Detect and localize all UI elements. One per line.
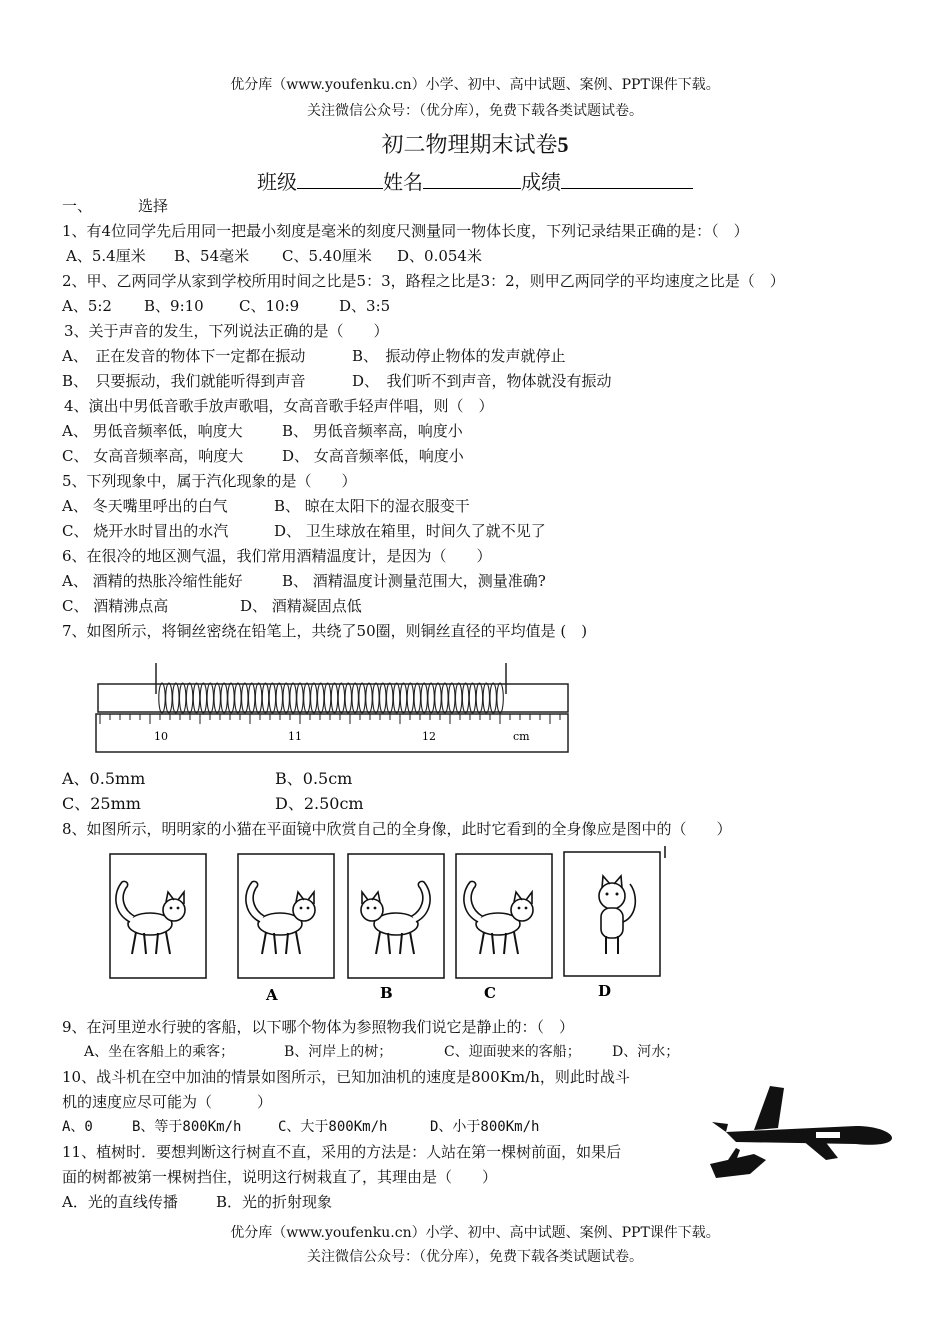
q5-option-a: A、 冬天嘴里呼出的白气	[62, 497, 228, 515]
q7-options-row1	[62, 768, 352, 790]
q7-option-c: C、25mm	[62, 794, 141, 813]
q5-option-b: B、 晾在太阳下的湿衣服变干	[274, 497, 470, 515]
ruler-label-cm: cm	[513, 730, 530, 743]
q5-options-row2	[62, 520, 546, 542]
q5-options-row1	[62, 495, 470, 517]
q5-stem: 5、下列现象中，属于汽化现象的是（ ）	[62, 472, 357, 490]
cat-label-b: B	[380, 984, 393, 1002]
q7-option-b: B、0.5cm	[275, 769, 353, 788]
q10-stem-line1: 10、战斗机在空中加油的情景如图所示，已知加油机的速度是800Km/h，则此时战斗	[62, 1068, 630, 1086]
student-info	[0, 166, 950, 195]
cat-mirror-figure	[98, 844, 678, 1009]
q5-option-c: C、 烧开水时冒出的水汽	[62, 522, 229, 540]
q10-option-c: C、大于800Km/h	[278, 1119, 388, 1135]
name-label: 姓名	[383, 170, 423, 194]
q2-option-c: C、10:9	[239, 297, 300, 315]
q3-options-row2	[62, 370, 612, 392]
q9-stem: 9、在河里逆水行驶的客船，以下哪个物体为参照物我们说它是静止的：（ ）	[62, 1018, 575, 1036]
q7-stem: 7、如图所示，将铜丝密绕在铅笔上，共绕了50圈，则铜丝直径的平均值是 ( )	[62, 622, 588, 640]
q3-options-row1	[62, 345, 566, 367]
q6-options-row2	[62, 595, 362, 617]
q11-option-a: A．光的直线传播	[62, 1193, 178, 1211]
q11-option-b: B．光的折射现象	[216, 1193, 333, 1211]
q3-option-b: B、 振动停止物体的发声就停止	[352, 347, 566, 365]
section-number: 一、	[62, 197, 93, 215]
q5-option-d: D、 卫生球放在箱里，时间久了就不见了	[274, 522, 546, 540]
q3-stem: 3、关于声音的发生，下列说法正确的是（ ）	[64, 322, 389, 340]
cat-label-d: D	[598, 982, 612, 1000]
q10-option-b: B、等于800Km/h	[132, 1119, 242, 1135]
cat-label-c: C	[484, 984, 496, 1002]
title-number: 5	[557, 132, 569, 157]
q1-stem: 1、有4位同学先后用同一把最小刻度是毫米的刻度尺测量同一物体长度，下列记录结果正确的是：（ ）	[62, 222, 749, 240]
q3-option-a: A、 正在发音的物体下一定都在振动	[62, 347, 306, 365]
q1-option-d: D、0.054米	[397, 247, 482, 265]
q4-options-row2	[62, 445, 464, 467]
q10-options	[62, 1116, 539, 1138]
q2-stem: 2、甲、乙两同学从家到学校所用时间之比是5：3，路程之比是3：2，则甲乙两同学的平均速度之比是（ ）	[62, 272, 785, 290]
header-line-1: 优分库（www.youfenku.cn）小学、初中、高中试题、案例、PPT课件下载。	[230, 77, 720, 93]
q2-options	[62, 295, 390, 317]
q9-option-b: B、河岸上的树；	[284, 1044, 393, 1060]
title-text: 初二物理期末试卷	[381, 133, 558, 158]
q4-option-c: C、 女高音频率高，响度大	[62, 447, 244, 465]
q10-option-a: A、0	[62, 1119, 93, 1135]
header-line-2: 关注微信公众号：（优分库），免费下载各类试题试卷。	[307, 103, 643, 119]
q6-option-d: D、 酒精凝固点低	[240, 597, 362, 615]
footer-line-1: 优分库（www.youfenku.cn）小学、初中、高中试题、案例、PPT课件下载。	[230, 1225, 720, 1241]
airplane-refuel-figure	[706, 1082, 898, 1182]
q10-option-d: D、小于800Km/h	[430, 1119, 540, 1135]
score-label: 成绩	[521, 170, 561, 194]
q2-option-a: A、5:2	[62, 297, 112, 315]
q10-stem-line2: 机的速度应尽可能为（ ）	[62, 1093, 273, 1111]
q2-option-b: B、9:10	[144, 297, 204, 315]
q1-options	[66, 245, 482, 267]
q4-stem: 4、演出中男低音歌手放声歌唱，女高音歌手轻声伴唱，则（ ）	[64, 397, 494, 415]
q4-option-b: B、 男低音频率高，响度小	[282, 422, 463, 440]
q11-stem-line2: 面的树都被第一棵树挡住，说明这行树栽直了，其理由是（ ）	[62, 1168, 498, 1186]
footer-line-2: 关注微信公众号：（优分库），免费下载各类试题试卷。	[307, 1249, 643, 1265]
cat-label-a: A	[266, 986, 278, 1004]
q7-option-a: A、0.5mm	[62, 769, 146, 788]
q4-options-row1	[62, 420, 463, 442]
q11-stem-line1: 11、植树时．要想判断这行树直不直，采用的方法是：人站在第一棵树前面，如果后	[62, 1143, 622, 1161]
ruler-label-11: 11	[288, 730, 302, 743]
ruler-coil-figure	[88, 658, 588, 758]
section-heading	[62, 195, 168, 217]
q9-option-c: C、迎面驶来的客船；	[444, 1044, 581, 1060]
q2-option-d: D、3:5	[339, 297, 391, 315]
q1-option-a: A、5.4厘米	[66, 247, 146, 265]
q7-options-row2	[62, 793, 364, 815]
q7-option-d: D、2.50cm	[275, 794, 364, 813]
class-label: 班级	[257, 170, 297, 194]
q4-option-d: D、 女高音频率低，响度小	[282, 447, 464, 465]
ruler-label-12: 12	[422, 730, 436, 743]
q6-option-a: A、 酒精的热胀冷缩性能好	[62, 572, 243, 590]
q6-option-b: B、 酒精温度计测量范围大，测量准确?	[282, 572, 546, 590]
airplane-icon	[712, 1086, 892, 1160]
name-blank	[423, 170, 521, 189]
q4-option-a: A、 男低音频率低，响度大	[62, 422, 243, 440]
section-label: 选择	[138, 197, 169, 215]
q6-option-c: C、 酒精沸点高	[62, 597, 169, 615]
q9-option-d: D、河水；	[612, 1044, 680, 1060]
q6-stem: 6、在很冷的地区测气温，我们常用酒精温度计，是因为（ ）	[62, 547, 492, 565]
score-blank	[561, 170, 693, 189]
class-blank	[297, 170, 383, 189]
ruler-label-10: 10	[154, 730, 168, 743]
q1-option-c: C、5.40厘米	[282, 247, 372, 265]
q11-options	[62, 1191, 332, 1213]
q3-option-b2: B、 只要振动，我们就能听得到声音	[62, 372, 306, 390]
q8-stem: 8、如图所示，明明家的小猫在平面镜中欣赏自己的全身像，此时它看到的全身像应是图中的（ ）	[62, 820, 732, 838]
q9-option-a: A、坐在客船上的乘客；	[84, 1044, 235, 1060]
page-title	[0, 128, 950, 159]
fighter-jet-icon	[710, 1148, 766, 1178]
q9-options	[84, 1041, 679, 1063]
q6-options-row1	[62, 570, 546, 592]
q1-option-b: B、54毫米	[174, 247, 250, 265]
q3-option-d: D、 我们听不到声音，物体就没有振动	[352, 372, 612, 390]
